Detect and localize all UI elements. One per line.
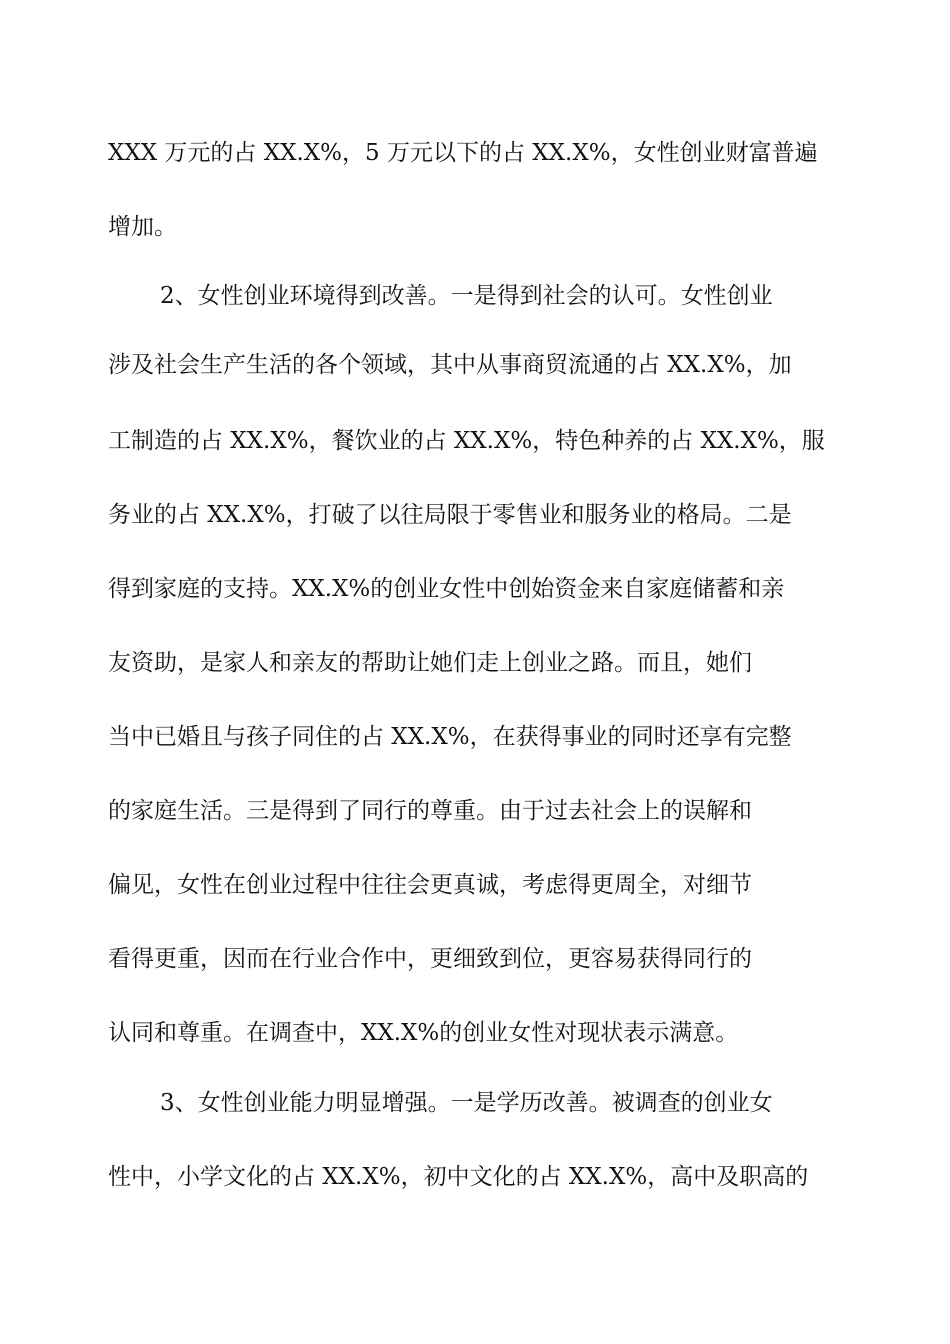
text-line: 看得更重，因而在行业合作中，更细致到位，更容易获得同行的	[108, 946, 752, 972]
text-line: 偏见，女性在创业过程中往往会更真诚，考虑得更周全，对细节	[108, 872, 752, 898]
text-line: 务业的占 XX.X%，打破了以往局限于零售业和服务业的格局。二是	[108, 502, 792, 528]
text-line: 工制造的占 XX.X%，餐饮业的占 XX.X%，特色种养的占 XX.X%，服	[108, 428, 825, 454]
paragraph-3-start: 3、女性创业能力明显增强。一是学历改善。被调查的创业女	[160, 1090, 773, 1116]
text-line: 认同和尊重。在调查中，XX.X%的创业女性对现状表示满意。	[108, 1020, 739, 1046]
text-line: 得到家庭的支持。XX.X%的创业女性中创始资金来自家庭储蓄和亲	[108, 576, 785, 602]
text-line: 友资助，是家人和亲友的帮助让她们走上创业之路。而且，她们	[108, 650, 752, 676]
text-line: 增加。	[108, 214, 177, 240]
text-line: 当中已婚且与孩子同住的占 XX.X%，在获得事业的同时还享有完整	[108, 724, 792, 750]
text-line: 涉及社会生产生活的各个领域，其中从事商贸流通的占 XX.X%，加	[108, 352, 792, 378]
paragraph-2-start: 2、女性创业环境得到改善。一是得到社会的认可。女性创业	[160, 283, 773, 309]
text-line: XXX 万元的占 XX.X%，5 万元以下的占 XX.X%，女性创业财富普遍	[108, 140, 818, 166]
text-line: 的家庭生活。三是得到了同行的尊重。由于过去社会上的误解和	[108, 798, 752, 824]
text-line: 性中，小学文化的占 XX.X%，初中文化的占 XX.X%，高中及职高的	[108, 1164, 809, 1190]
